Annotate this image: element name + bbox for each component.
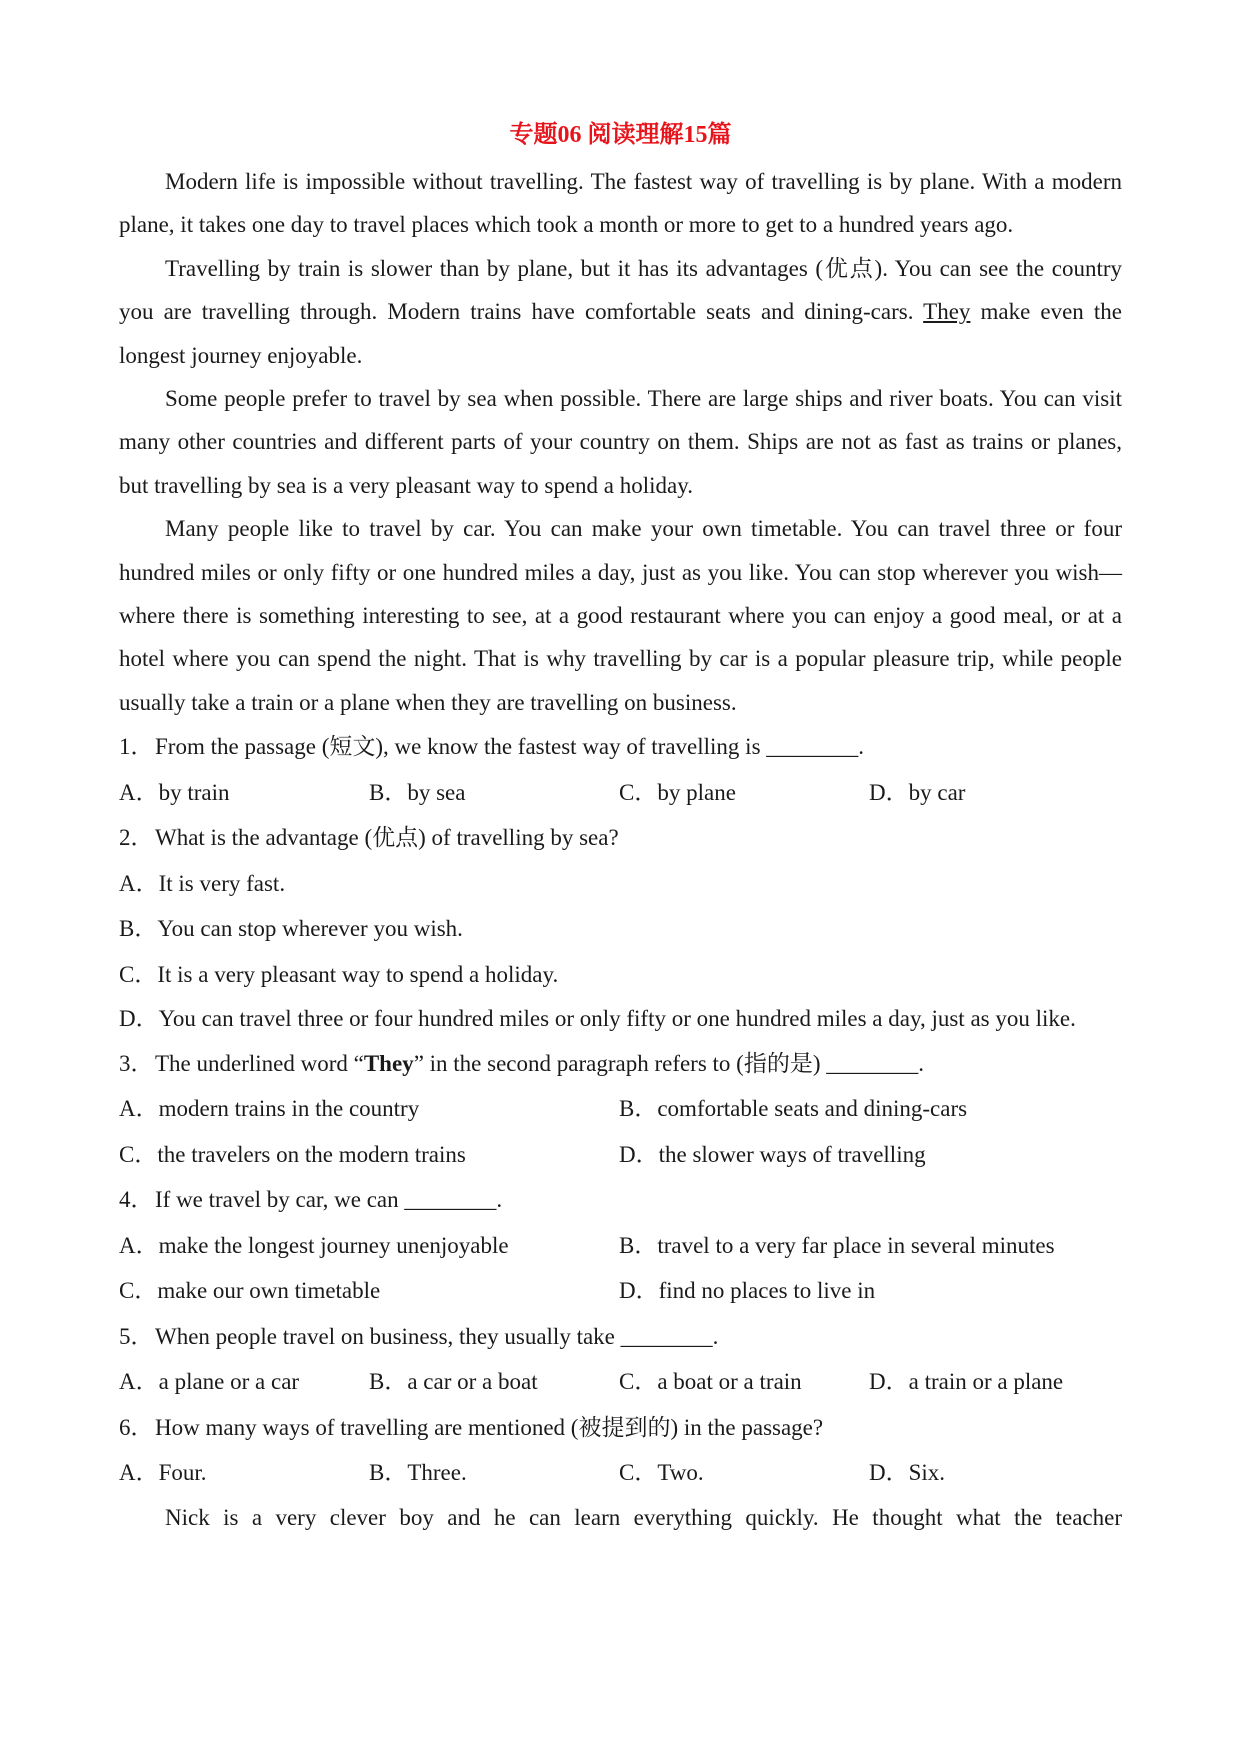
document-title: 专题06 阅读理解15篇: [509, 122, 732, 148]
question-text: ” in the second paragraph refers to (指的是) ________.: [413, 1050, 924, 1076]
option-a: A．a plane or a car: [119, 1369, 300, 1395]
question-3-options-row-1: [119, 1086, 1122, 1132]
option-a: A．modern trains in the country: [119, 1096, 420, 1122]
question-4-options-row-1: [119, 1223, 1122, 1269]
paragraph-text: Travelling by train is slower than by plane, but it has its advantages (优点). You can see the country you are travelling through. Modern trains have comfortable seats and dining-cars.: [119, 255, 1122, 325]
option-c: C．the travelers on the modern trains: [119, 1141, 466, 1167]
option-c: C．It is a very pleasant way to spend a holiday.: [119, 961, 559, 987]
option-b: B．travel to a very far place in several minutes: [619, 1232, 1055, 1258]
option-b: B．comfortable seats and dining-cars: [619, 1096, 968, 1122]
passage1-paragraph-3: Some people prefer to travel by sea when possible. There are large ships and river boats. You can visit many other countries and different parts of your country on them. Ships are not as fast as trains or planes, but travelling by sea is a very pleasant way to spend a holiday.: [119, 386, 1122, 498]
option-b: B．a car or a boat: [369, 1369, 538, 1395]
question-3-options-row-2: [119, 1132, 1122, 1178]
option-d: D．find no places to live in: [619, 1278, 876, 1304]
option-d: D．a train or a plane: [869, 1369, 1064, 1395]
option-a: A．Four.: [119, 1460, 207, 1486]
question-1: [119, 724, 1122, 770]
bold-word: They: [363, 1050, 414, 1076]
underlined-word: They: [923, 299, 971, 325]
option-a: A．make the longest journey unenjoyable: [119, 1232, 509, 1258]
question-text: When people travel on business, they usually take ________.: [155, 1323, 719, 1349]
question-number: 5．: [119, 1323, 154, 1349]
option-c: C．Two.: [619, 1460, 704, 1486]
question-text: The underlined word “: [155, 1050, 364, 1076]
option-a: A．It is very fast.: [119, 870, 286, 896]
option-d: D．You can travel three or four hundred miles or only fifty or one hundred miles a day, just as you like.: [119, 1006, 1076, 1032]
question-4-options-row-2: [119, 1268, 1122, 1314]
option-d: D．by car: [869, 779, 966, 805]
passage1-paragraph-2: [119, 247, 1122, 377]
question-4: [119, 1177, 1122, 1223]
passage1-paragraph-1: Modern life is impossible without travelling. The fastest way of travelling is by plane. With a modern plane, it takes one day to travel places which took a month or more to get to a hundred years ago.: [119, 169, 1122, 238]
question-text: How many ways of travelling are mentioned (被提到的) in the passage?: [155, 1414, 824, 1440]
question-text: What is the advantage (优点) of travelling by sea?: [155, 825, 619, 851]
question-6: [119, 1405, 1122, 1451]
option-b: B．You can stop wherever you wish.: [119, 916, 463, 942]
question-5: [119, 1314, 1122, 1360]
question-number: 6．: [119, 1414, 154, 1440]
question-number: 2．: [119, 825, 154, 851]
option-a: A．by train: [119, 779, 230, 805]
option-d: D．Six.: [869, 1460, 946, 1486]
option-b: B．Three.: [369, 1460, 467, 1486]
question-number: 4．: [119, 1187, 154, 1213]
question-3: [119, 1041, 1122, 1087]
paragraph-text: make even the longest journey enjoyable.: [119, 299, 1122, 368]
option-c: C．make our own timetable: [119, 1278, 381, 1304]
passage2-paragraph-1: Nick is a very clever boy and he can learn everything quickly. He thought what the teacher: [165, 1504, 1122, 1530]
option-d: D．the slower ways of travelling: [619, 1141, 926, 1167]
question-number: 3．: [119, 1050, 154, 1076]
question-2: [119, 815, 1122, 861]
question-text: From the passage (短文), we know the fastest way of travelling is ________.: [155, 734, 865, 760]
passage1-paragraph-4: Many people like to travel by car. You can make your own timetable. You can travel three or four hundred miles or only fifty or one hundred miles a day, just as you like. You can stop wherever you wish—where there is something interesting to see, at a good restaurant where you can enjoy a good meal, or at a hotel where you can spend the night. That is why travelling by car is a popular pleasure trip, while people usually take a train or a plane when they are travelling on business.: [119, 516, 1122, 715]
question-text: If we travel by car, we can ________.: [155, 1187, 503, 1213]
question-number: 1．: [119, 734, 154, 760]
option-b: B．by sea: [369, 779, 466, 805]
question-6-options: [119, 1450, 1122, 1496]
option-c: C．a boat or a train: [619, 1369, 802, 1395]
question-1-options: [119, 770, 1122, 816]
question-5-options: [119, 1359, 1122, 1405]
option-c: C．by plane: [619, 779, 736, 805]
